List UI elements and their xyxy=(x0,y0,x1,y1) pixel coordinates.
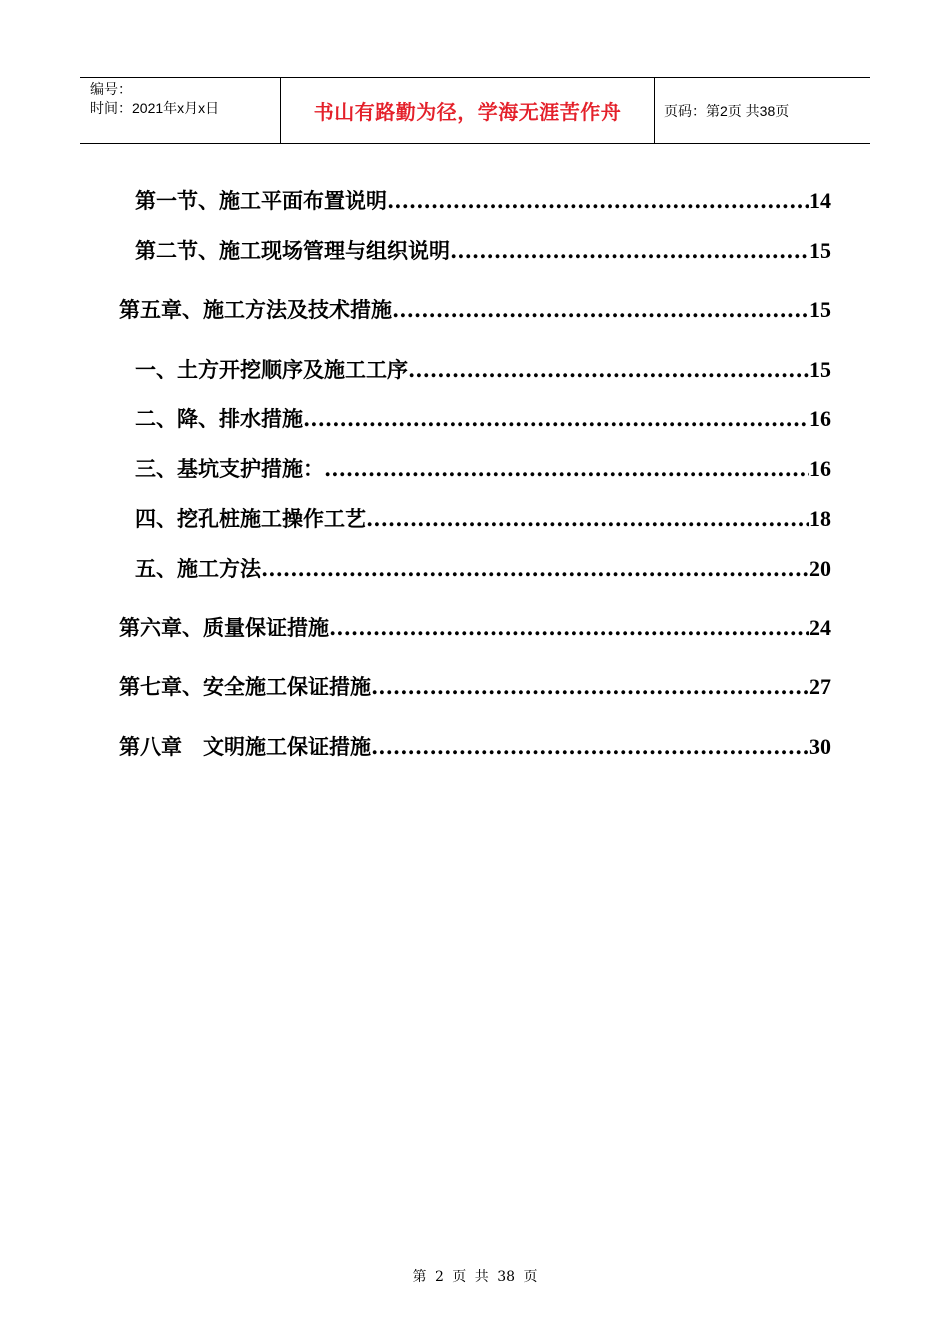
toc-entry[interactable] xyxy=(135,504,831,534)
toc-leader-dots xyxy=(450,236,809,266)
toc-leader-dots xyxy=(366,504,809,534)
toc-entry[interactable] xyxy=(135,554,831,584)
toc-entry[interactable] xyxy=(119,732,831,762)
toc-leader-dots xyxy=(324,454,809,484)
toc-entry-title: 一、土方开挖顺序及施工工序 xyxy=(135,357,408,382)
toc-entry-title: 三、基坑支护措施： xyxy=(135,456,324,481)
page-header xyxy=(80,77,870,144)
toc-entry-page: 16 xyxy=(809,406,831,431)
toc-entry-title: 第一节、施工平面布置说明 xyxy=(135,188,387,213)
toc-entry-page: 20 xyxy=(809,556,831,581)
document-time-label: 时间：2021年x月x日 xyxy=(90,100,220,116)
toc-entry[interactable] xyxy=(119,295,831,325)
toc-entry-page: 24 xyxy=(809,615,831,640)
toc-leader-dots xyxy=(303,404,809,434)
toc-entry[interactable] xyxy=(135,355,831,385)
toc-entry-page: 15 xyxy=(809,297,831,322)
toc-entry-title: 第八章 文明施工保证措施 xyxy=(119,734,371,759)
toc-entry-title: 第六章、质量保证措施 xyxy=(119,615,329,640)
toc-entry[interactable] xyxy=(119,613,831,643)
toc-entry[interactable] xyxy=(135,404,831,434)
toc-leader-dots xyxy=(387,186,809,216)
header-page-info: 页码：第2页 共38页 xyxy=(664,102,790,119)
toc-leader-dots xyxy=(329,613,809,643)
toc-entry-title: 第二节、施工现场管理与组织说明 xyxy=(135,238,450,263)
toc-leader-dots xyxy=(371,672,809,702)
toc-entry-title: 四、挖孔桩施工操作工艺 xyxy=(135,506,366,531)
toc-leader-dots xyxy=(408,355,809,385)
toc-leader-dots xyxy=(392,295,809,325)
toc-entry-page: 18 xyxy=(809,506,831,531)
toc-entry-page: 27 xyxy=(809,674,831,699)
toc-entry-title: 二、降、排水措施 xyxy=(135,406,303,431)
header-meta xyxy=(80,78,281,143)
toc-leader-dots xyxy=(371,732,809,762)
toc-entry-page: 15 xyxy=(809,357,831,382)
toc-entry[interactable] xyxy=(135,454,831,484)
page-footer: 第 2 页 共 38 页 xyxy=(412,1269,538,1285)
toc-entry-title: 第七章、安全施工保证措施 xyxy=(119,674,371,699)
toc-entry[interactable] xyxy=(135,186,831,216)
toc-entry[interactable] xyxy=(119,672,831,702)
toc-entry-title: 第五章、施工方法及技术措施 xyxy=(119,297,392,322)
header-motto: 书山有路勤为径，学海无涯苦作舟 xyxy=(281,78,655,143)
toc-entry-page: 14 xyxy=(809,188,831,213)
toc-entry[interactable] xyxy=(135,236,831,266)
toc-entry-page: 16 xyxy=(809,456,831,481)
toc-entry-page: 30 xyxy=(809,734,831,759)
toc-leader-dots xyxy=(261,554,809,584)
document-number-label: 编号： xyxy=(90,81,132,97)
toc-entry-title: 五、施工方法 xyxy=(135,556,261,581)
toc-entry-page: 15 xyxy=(809,238,831,263)
